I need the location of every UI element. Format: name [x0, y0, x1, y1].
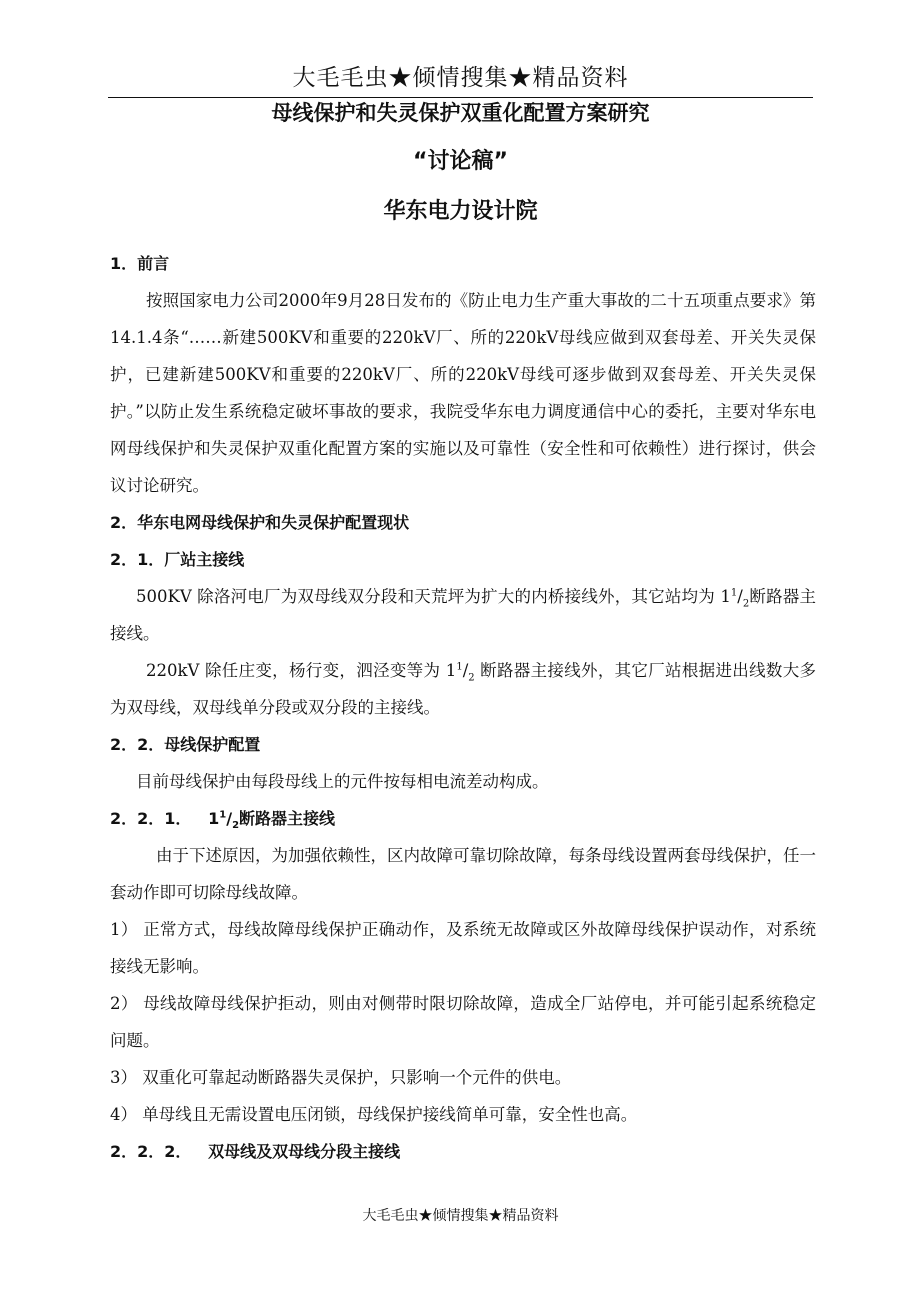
document-body — [110, 245, 816, 1170]
paragraph-220kv: 220kV 除任庄变，杨行变，泗泾变等为 $1^1/_2$ 断路器主接线外，其它厂站根据进出线数大多为双母线，双母线单分段或双分段的主接线。 — [110, 661, 816, 717]
list-item: 2） 母线故障母线保护拒动，则由对侧带时限切除故障，造成全厂站停电，并可能引起系统稳定问题。 — [110, 994, 816, 1050]
page-footer: 大毛毛虫★倾情搜集★精品资料 — [362, 1208, 559, 1224]
document-organization: 华东电力设计院 — [383, 199, 538, 224]
document-title: 母线保护和失灵保护双重化配置方案研究 — [271, 101, 650, 125]
intro-paragraph: 按照国家电力公司2000年9月28日发布的《防止电力生产重大事故的二十五项重点要求》第14.1.4条“……新建500KV和重要的220kV厂、所的220kV母线应做到双套母差、开关失灵保护，已建新建500KV和重要的220kV厂、所的220kV母线可逐步做到双套母差、开关失灵保护。”以防止发生系统稳定破坏事故的要求，我院受华东电力调度通信中心的委托，主要对华东电网母线保护和失灵保护双重化配置方案的实施以及可靠性（安全性和可依赖性）进行探讨，供会议讨论研究。 — [110, 291, 816, 495]
paragraph-reasons: 由于下述原因，为加强依赖性，区内故障可靠切除故障，每条母线设置两套母线保护，任一套动作即可切除母线故障。 — [110, 846, 816, 902]
section-heading-2-2-1: 2．2．1． $1^1/_2$断路器主接线 — [110, 809, 336, 832]
section-heading-2-1: 2．1．厂站主接线 — [110, 550, 245, 569]
section-heading-1: 1．前言 — [110, 254, 170, 273]
section-heading-2-2-2: 2．2．2． 双母线及双母线分段主接线 — [110, 1142, 401, 1161]
list-item: 1） 正常方式，母线故障母线保护正确动作，及系统无故障或区外故障母线保护误动作，对系统接线无影响。 — [110, 920, 816, 976]
section-heading-2: 2．华东电网母线保护和失灵保护配置现状 — [110, 513, 410, 532]
section-heading-2-2: 2．2．母线保护配置 — [110, 735, 261, 754]
list-item: 4） 单母线且无需设置电压闭锁，母线保护接线简单可靠，安全性也高。 — [110, 1105, 638, 1124]
paragraph-500kv: 500KV 除洛河电厂为双母线双分段和天荒坪为扩大的内桥接线外，其它站均为 $1^1/_2$断路器主接线。 — [110, 587, 816, 643]
page-header: 大毛毛虫★倾情搜集★精品资料 — [292, 65, 629, 91]
paragraph-bus-protection: 目前母线保护由每段母线上的元件按每相电流差动构成。 — [136, 772, 549, 791]
list-item: 3） 双重化可靠起动断路器失灵保护，只影响一个元件的供电。 — [110, 1068, 572, 1087]
document-subtitle: “讨论稿” — [413, 149, 508, 174]
